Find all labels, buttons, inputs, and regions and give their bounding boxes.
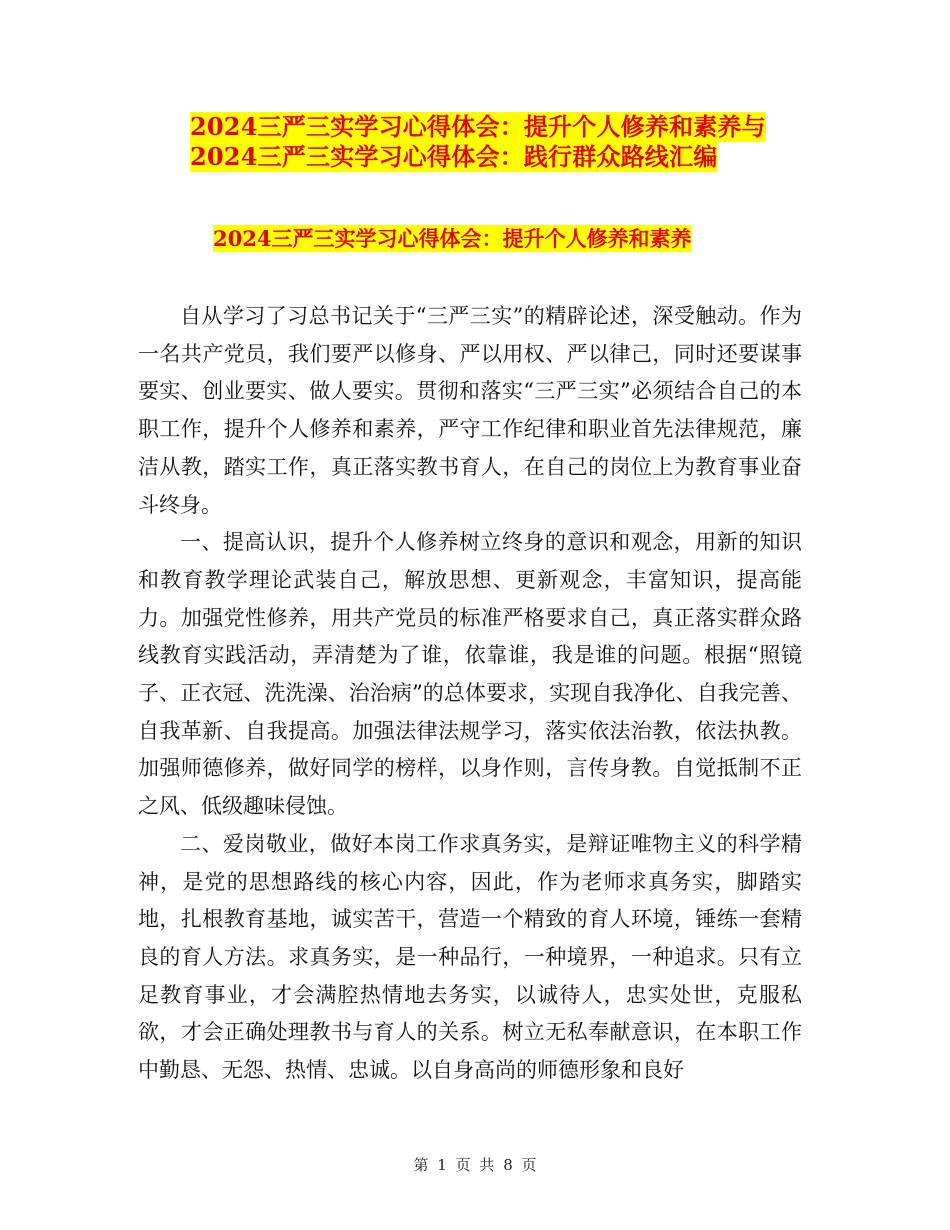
paragraph-point-2: 二、爱岗敬业，做好本岗工作求真务实，是辩证唯物主义的科学精神，是党的思想路线的核心内容，因此，作为老师求真务实，脚踏实地，扎根教育基地，诚实苦干，营造一个精致的育人环境，锤练一套精良的育人方法。求真务实，是一种品行，一种境界，一种追求。只有立足教育事业，才会满腔热情地去务实，以诚待人，忠实处世，克服私欲，才会正确处理教书与育人的关系。树立无私奉献意识，在本职工作中勤恳、无怨、热情、忠诚。以自身高尚的师德形象和良好 [138,831,802,1083]
paragraph-intro: 自从学习了习总书记关于“三严三实”的精辟论述，深受触动。作为一名共产党员，我们要严以修身、严以用权、严以律己，同时还要谋事要实、创业要实、做人要实。贯彻和落实“三严三实”必须结合自己的本职工作，提升个人修养和素养，严守工作纪律和职业首先法律规范，廉洁从教，踏实工作，真正落实教书育人，在自己的岗位上为教育事业奋斗终身。 [138,304,802,517]
paragraph-point-1: 一、提高认识，提升个人修养树立终身的意识和观念，用新的知识和教育教学理论武装自己，解放思想、更新观念，丰富知识，提高能力。加强党性修养，用共产党员的标准严格要求自己，真正落实群众路线教育实践活动，弄清楚为了谁，依靠谁，我是谁的问题。根据“照镜子、正衣冠、洗洗澡、治治病”的总体要求，实现自我净化、自我完善、自我革新、自我提高。加强法律法规学习，落实依法治教，依法执教。加强师德修养，做好同学的榜样，以身作则，言传身教。自觉抵制不正之风、低级趣味侵蚀。 [138,530,802,819]
footer-total-pages: 8 [503,1156,513,1174]
footer-suffix: 页 [521,1156,537,1174]
footer-prefix: 第 [413,1156,429,1174]
title-line-1: 2024三严三实学习心得体会：提升个人修养和素养与 [190,112,766,141]
footer-total-word: 共 [479,1156,495,1174]
section-title: 2024三严三实学习心得体会：提升个人修养和素养 [213,226,692,251]
body-text [138,298,802,1090]
title-line-2: 2024三严三实学习心得体会：践行群众路线汇编 [190,142,718,171]
footer-page-word: 页 [455,1156,471,1174]
page-footer [0,1155,950,1175]
document-title [190,112,830,172]
footer-current-page: 1 [437,1156,447,1174]
